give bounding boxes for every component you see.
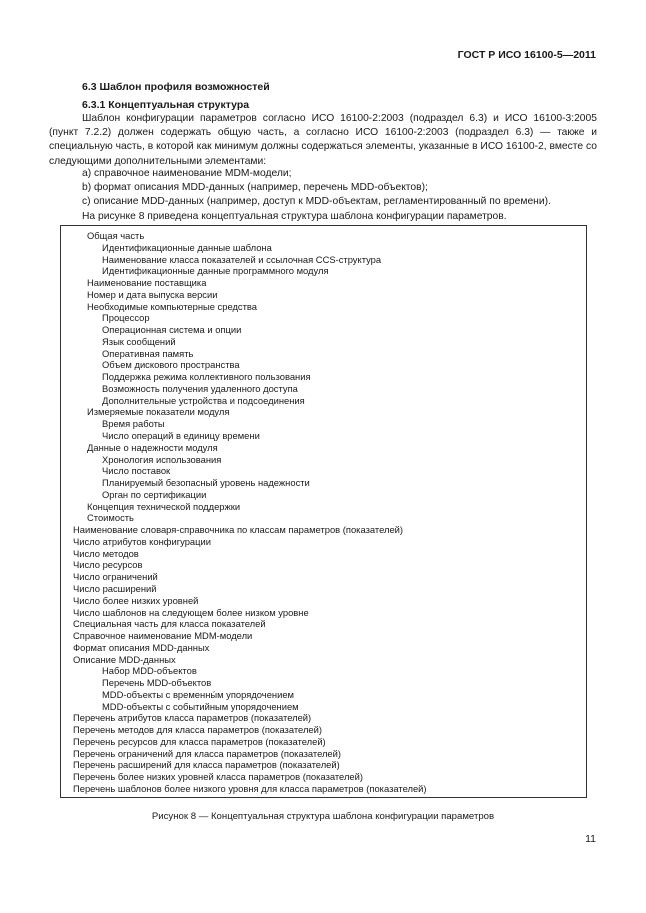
tree-row: Необходимые компьютерные средства bbox=[87, 300, 258, 312]
tree-row: Объем дискового пространства bbox=[102, 359, 240, 371]
tree-row: Орган по сертификации bbox=[102, 488, 207, 500]
tree-row: Число расширений bbox=[73, 582, 157, 594]
tree-row: Справочное наименование MDM-модели bbox=[73, 630, 253, 642]
tree-row: Данные о надежности модуля bbox=[87, 441, 218, 453]
tree-row: Перечень MDD-объектов bbox=[102, 677, 212, 689]
figure-reference: На рисунке 8 приведена концептуальная структура шаблона конфигурации параметров. bbox=[82, 210, 507, 222]
page-number: 11 bbox=[585, 833, 596, 845]
tree-row: Измеряемые показатели модуля bbox=[87, 406, 230, 418]
tree-row: Число методов bbox=[73, 547, 139, 559]
tree-row: Операционная система и опции bbox=[102, 324, 242, 336]
tree-row: Идентификационные данные программного модуля bbox=[102, 265, 329, 277]
tree-row: Специальная часть для класса показателей bbox=[73, 618, 266, 630]
tree-row: Перечень атрибутов класса параметров (показателей) bbox=[73, 712, 312, 724]
tree-row: Число ограничений bbox=[73, 571, 158, 583]
list-item: b) формат описания MDD-данных (например, перечень MDD-объектов); bbox=[82, 182, 428, 194]
tree-row: Планируемый безопасный уровень надежности bbox=[102, 477, 310, 489]
structure-tree bbox=[61, 230, 427, 795]
tree-row: Идентификационные данные шаблона bbox=[102, 241, 272, 253]
tree-row: Общая часть bbox=[87, 230, 145, 241]
tree-row: Перечень ресурсов для класса параметров (показателей) bbox=[73, 735, 326, 747]
tree-row: Число более низких уровней bbox=[73, 594, 199, 606]
tree-row: Хронология использования bbox=[102, 453, 222, 465]
tree-row: Формат описания MDD-данных bbox=[73, 641, 210, 653]
list-item: a) справочное наименование MDM-модели; bbox=[82, 168, 292, 179]
tree-row: Наименование класса показателей и ссылочная CCS-структура bbox=[102, 253, 382, 265]
tree-row: Перечень шаблонов более низкого уровня для класса параметров (показателей) bbox=[73, 782, 427, 794]
tree-row: Стоимость bbox=[87, 512, 134, 524]
tree-row: Время работы bbox=[102, 418, 165, 430]
section-heading: 6.3 Шаблон профиля возможностей bbox=[82, 81, 270, 93]
tree-row: Процессор bbox=[102, 312, 150, 324]
tree-row: Концепция технической поддержки bbox=[87, 500, 241, 512]
tree-row: Число ресурсов bbox=[73, 559, 143, 571]
tree-row: Дополнительные устройства и подсоединения bbox=[102, 394, 305, 406]
tree-row: Число поставок bbox=[102, 465, 171, 477]
tree-row: Перечень более низких уровней класса параметров (показателей) bbox=[73, 771, 364, 783]
tree-row: Поддержка режима коллективного пользования bbox=[102, 371, 311, 383]
element-list bbox=[82, 167, 551, 224]
document-code: ГОСТ Р ИСО 16100-5—2011 bbox=[457, 49, 596, 61]
tree-row: Язык сообщений bbox=[102, 335, 176, 347]
tree-row: Перечень методов для класса параметров (показателей) bbox=[73, 724, 322, 736]
tree-row: Число операций в единицу времени bbox=[102, 430, 260, 442]
tree-row: Номер и дата выпуска версии bbox=[87, 288, 218, 300]
figure-caption: Рисунок 8 — Концептуальная структура шаблона конфигурации параметров bbox=[151, 811, 495, 822]
tree-row: Оперативная память bbox=[102, 347, 194, 359]
tree-row: Число шаблонов на следующем более низком уровне bbox=[73, 606, 309, 618]
list-item: c) описание MDD-данных (например, доступ к MDD-объектам, регламентированный по времени). bbox=[82, 196, 551, 208]
tree-row: Описание MDD-данных bbox=[73, 653, 176, 665]
tree-row: MDD-объекты с событийным упорядочением bbox=[102, 700, 299, 712]
tree-row: Возможность получения удаленного доступа bbox=[102, 382, 298, 394]
tree-row: Наименование словаря-справочника по классам параметров (показателей) bbox=[73, 524, 404, 536]
subsection-heading: 6.3.1 Концептуальная структура bbox=[82, 99, 250, 111]
tree-row: Перечень ограничений для класса параметров (показателей) bbox=[73, 747, 342, 759]
intro-paragraph: Шаблон конфигурации параметров согласно ИСО 16100-2:2003 (подраздел 6.3) и ИСО 16100-3:2005 (пункт 7.2.2) должен содержать общую часть, а согласно ИСО 16100-2:2003 (подраздел 6.3) — также и специальную часть, в которой как минимум должны содержаться элементы, указанные в ИСО 16100-2, вместе со следующими дополнительными элементами: bbox=[49, 113, 597, 167]
tree-row: MDD-объекты с временны́м упорядочением bbox=[102, 688, 294, 700]
figure-box bbox=[60, 225, 587, 798]
tree-row: Перечень расширений для класса параметров (показателей) bbox=[73, 759, 340, 771]
tree-row: Число атрибутов конфигурации bbox=[73, 535, 211, 547]
tree-row: Наименование поставщика bbox=[87, 277, 207, 289]
tree-row: Набор MDD-объектов bbox=[102, 665, 197, 677]
